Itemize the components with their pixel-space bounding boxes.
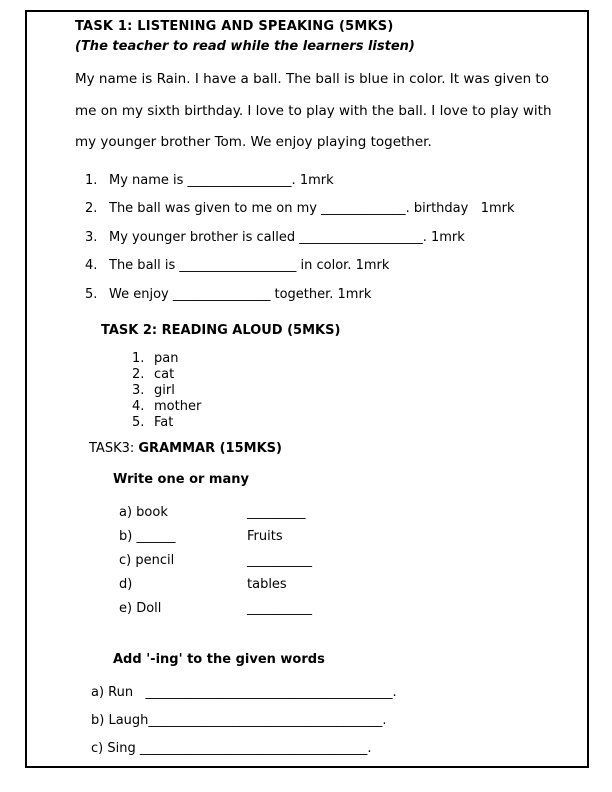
question-number: 4.	[85, 258, 98, 273]
ing-row: b) Laugh____________________________________.	[91, 713, 387, 728]
grammar-left: a) book	[119, 505, 168, 520]
grammar-left: b) ______	[119, 529, 176, 544]
question-text: The ball is __________________ in color. 1mrk	[109, 258, 390, 273]
word-text: girl	[154, 383, 175, 398]
question-text: My younger brother is called ___________________. 1mrk	[109, 229, 465, 245]
page-border	[25, 10, 589, 768]
task1-title: TASK 1: LISTENING AND SPEAKING (5MKS)	[75, 19, 394, 34]
word-number: 5.	[132, 415, 145, 430]
grammar-left: e) Doll	[119, 601, 162, 616]
grammar-right: _________	[247, 505, 306, 520]
word-number: 4.	[132, 399, 145, 414]
one-or-many-heading: Write one or many	[113, 472, 249, 487]
word-item	[132, 351, 571, 367]
word-item	[132, 415, 571, 431]
grammar-row	[119, 525, 571, 549]
passage-line: me on my sixth birthday. I love to play with the ball. I love to play with	[75, 102, 552, 119]
task2-title: TASK 2: READING ALOUD (5MKS)	[101, 323, 341, 338]
word-text: cat	[154, 367, 175, 382]
word-text: Fat	[154, 415, 174, 430]
question-item	[85, 281, 571, 310]
grammar-right: __________	[247, 601, 312, 616]
question-item	[85, 252, 571, 281]
grammar-row	[119, 597, 571, 621]
word-text: mother	[154, 399, 202, 414]
task3-title-prefix: TASK3:	[89, 441, 139, 456]
question-text: The ball was given to me on my _____________. birthday 1mrk	[109, 201, 515, 216]
ing-row: c) Sing ___________________________________.	[91, 741, 372, 756]
word-text: pan	[154, 351, 179, 366]
question-number: 5.	[85, 286, 98, 302]
grammar-row	[119, 573, 571, 597]
word-number: 1.	[132, 351, 145, 366]
grammar-right: __________	[247, 553, 312, 568]
word-item	[132, 367, 571, 383]
question-text: My name is ________________. 1mrk	[109, 172, 334, 188]
question-number: 2.	[85, 201, 98, 216]
question-number: 3.	[85, 229, 98, 245]
question-number: 1.	[85, 172, 98, 188]
passage-line: my younger brother Tom. We enjoy playing together.	[75, 134, 432, 150]
task1-subtitle: (The teacher to read while the learners listen)	[75, 39, 415, 54]
word-item	[132, 399, 571, 415]
add-ing-heading: Add '-ing' to the given words	[113, 652, 325, 667]
grammar-left: d)	[119, 577, 133, 592]
task3-title	[89, 440, 571, 458]
one-or-many-table	[119, 501, 571, 621]
passage-line: My name is Rain. I have a ball. The ball is blue in color. It was given to	[75, 71, 549, 87]
word-number: 3.	[132, 383, 145, 398]
task1-questions	[85, 167, 571, 310]
grammar-row	[119, 549, 571, 573]
question-item	[85, 195, 571, 224]
question-item	[85, 167, 571, 196]
ing-row: a) Run ______________________________________.	[91, 685, 397, 700]
task1-passage	[75, 64, 571, 159]
grammar-right: Fruits	[247, 529, 283, 544]
add-ing-list	[91, 679, 571, 763]
grammar-row	[119, 501, 571, 525]
grammar-right: tables	[247, 577, 287, 592]
question-text: We enjoy _______________ together. 1mrk	[109, 286, 372, 302]
word-item	[132, 383, 571, 399]
task2-word-list	[132, 351, 571, 431]
grammar-left: c) pencil	[119, 553, 175, 568]
word-number: 2.	[132, 367, 145, 382]
task3-title-main: GRAMMAR (15MKS)	[138, 441, 282, 456]
question-item	[85, 224, 571, 253]
